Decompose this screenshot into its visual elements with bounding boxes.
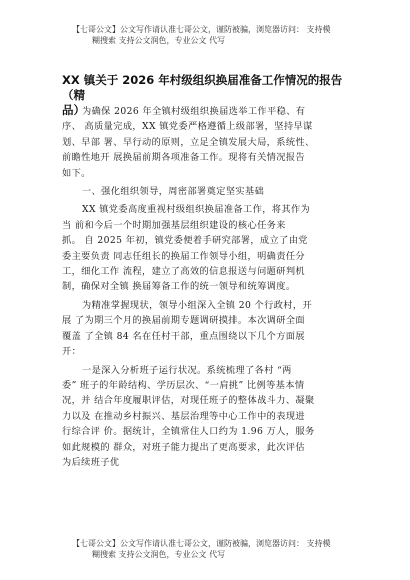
footer-line-1: 【七哥公文】公文写作请认准七哥公文，谨防被骗，浏览器访问： 支持模 (72, 539, 331, 548)
text-line: 委” 班子的年龄结构、学历层次、“一肩挑” 比例等基本情 (62, 379, 305, 391)
text-line: 划、早部 署、早行动的原则，立足全镇发展大局，系统性、 (62, 136, 315, 148)
paragraph-analysis (62, 363, 352, 471)
text-line: 委主要负责 同志任组长的换届工作领导小组，明确责任分 (62, 250, 306, 262)
document-body (62, 104, 352, 470)
page-header (72, 24, 372, 46)
header-line-1: 【七哥公文】公文写作请认准七哥公文，谨防被骗，浏览器访问： 支持模 (72, 25, 331, 34)
text-line: XX 镇党委高度重视村级组织换届准备工作，将其作为 (82, 204, 311, 216)
text-line: 力以及 在推动乡村振兴、基层治理等中心工作中的表现进 (62, 410, 306, 422)
text-line: 为后续班子优 (62, 456, 120, 468)
paragraph-intro (62, 104, 352, 181)
section-heading (62, 184, 352, 199)
text-line: 工，细化工作 流程，建立了高效的信息报送与问题研判机 (62, 266, 306, 278)
text-line: 制，确保对全镇 换届筹备工作的统一领导和统筹调度。 (62, 281, 296, 293)
page-footer (72, 538, 372, 560)
text-line: 开： (62, 346, 82, 358)
text-line: 一是深入分析班子运行状况。系统梳理了各村 “两 (82, 364, 292, 376)
text-line: 前瞻性地开 展换届前期各项准备工作。现将有关情况报告 (62, 152, 306, 164)
text-line: 序、 高质量完成，XX 镇党委严格遵循上级部署，坚持早谋 (62, 121, 313, 133)
text-line: 行综合评 价。据统计，全镇常住人口约为 1.96 万人，服务 (62, 426, 315, 438)
paragraph-organization (62, 202, 352, 294)
text-line: 当 前和今后一个时期加强基层组织建设的核心任务来 (62, 219, 286, 231)
text-line: 如下。 (62, 167, 91, 179)
text-line: 抓。 自 2025 年初，镇党委便着手研究部署，成立了由党 (62, 235, 308, 247)
text-line: 如此规模的 群众，对班子能力提出了更高要求，此次评估 (62, 441, 306, 453)
text-line: 为精准掌握现状，领导小组深入全镇 20 个行政村，开 (82, 299, 313, 311)
paragraph-survey (62, 298, 352, 360)
text-line: 况，并 结合年度履职评估，对现任班子的整体战斗力、凝聚 (62, 395, 315, 407)
title-line-1: XX 镇关于 2026 年村级组织换届准备工作情况的报告（精 (62, 73, 343, 102)
text-line: 展 了为期三个月的换届前期专题调研摸排。本次调研全面 (62, 315, 306, 327)
footer-line-2: 糊搜索 支持公文润色，专业公文 代写 (92, 550, 226, 559)
header-line-2: 糊搜索 支持公文润色，专业公文 代写 (92, 36, 226, 45)
text-line: 一、强化组织领导，周密部署奠定坚实基础 (82, 186, 265, 198)
text-line: 覆盖 了全镇 84 名在任村干部，重点围绕以下几个方面展 (62, 330, 305, 342)
title-line-2: 品） (62, 103, 85, 117)
text-line: 为确保 2026 年全镇村级组织换届选举工作平稳、有 (82, 106, 306, 117)
